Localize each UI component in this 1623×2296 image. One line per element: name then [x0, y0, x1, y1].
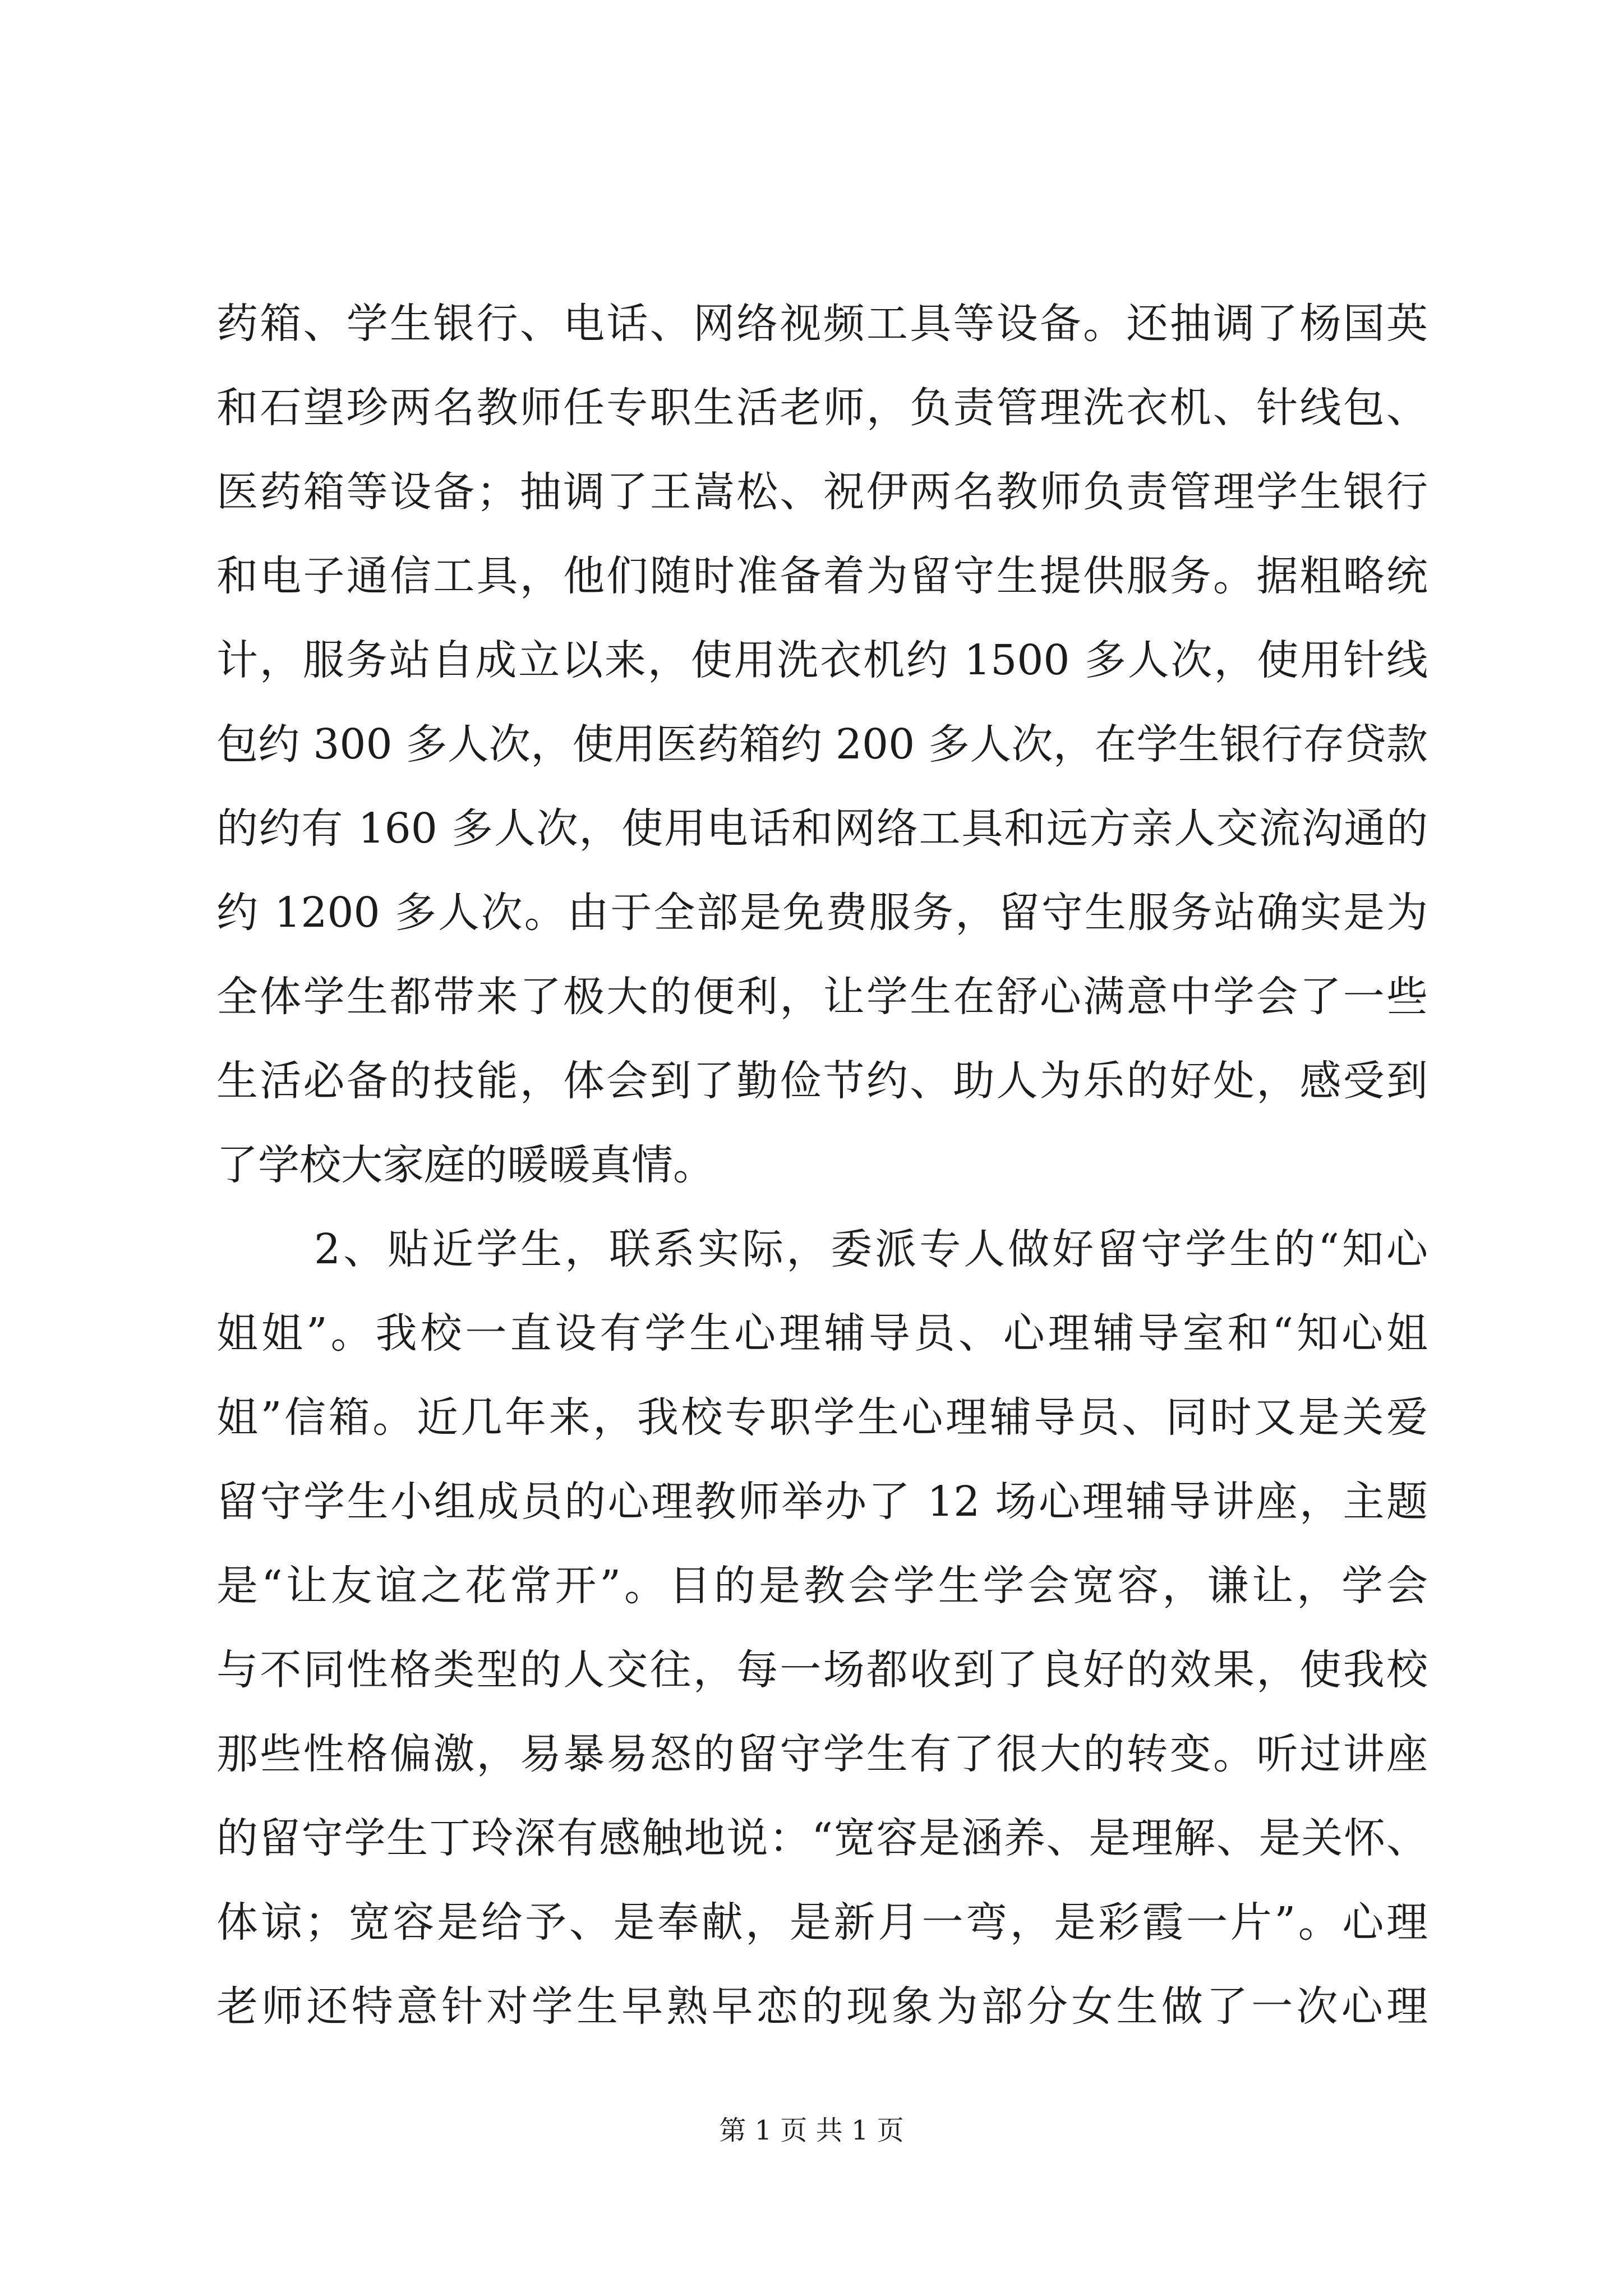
text-line: 体谅；宽容是给予、是奉献，是新月一弯，是彩霞一片”。心理: [216, 1898, 1428, 1947]
text-line: 约 1200 多人次。由于全部是免费服务，留守生服务站确实是为: [216, 889, 1428, 937]
paragraph-first-line: 2、贴近学生，联系实际，委派专人做好留守学生的“知心: [314, 1225, 1428, 1273]
text-line: 的留守学生丁玲深有感触地说：“宽容是涵养、是理解、是关怀、: [216, 1814, 1428, 1862]
text-line: 药箱、学生银行、电话、网络视频工具等设备。还抽调了杨国英: [216, 300, 1428, 348]
text-line: 全体学生都带来了极大的便利，让学生在舒心满意中学会了一些: [216, 973, 1428, 1021]
page-number-footer: 第 1 页 共 1 页: [719, 2115, 904, 2146]
text-line: 生活必备的技能，体会到了勤俭节约、助人为乐的好处，感受到: [216, 1057, 1428, 1105]
text-line: 老师还特意针对学生早熟早恋的现象为部分女生做了一次心理: [216, 1982, 1428, 2031]
text-line: 了学校大家庭的暖暖真情。: [216, 1141, 714, 1189]
text-line: 的约有 160 多人次，使用电话和网络工具和远方亲人交流沟通的: [216, 804, 1428, 853]
text-line: 计，服务站自成立以来，使用洗衣机约 1500 多人次，使用针线: [216, 636, 1428, 684]
text-line: 是“让友谊之花常开”。目的是教会学生学会宽容，谦让，学会: [216, 1562, 1428, 1610]
text-line: 和电子通信工具，他们随时准备着为留守生提供服务。据粗略统: [216, 552, 1428, 600]
text-line: 姐姐”。我校一直设有学生心理辅导员、心理辅导室和“知心姐: [216, 1309, 1428, 1358]
text-line: 姐”信箱。近几年来，我校专职学生心理辅导员、同时又是关爱: [216, 1393, 1428, 1442]
text-line: 医药箱等设备；抽调了王嵩松、祝伊两名教师负责管理学生银行: [216, 468, 1428, 516]
text-line: 留守学生小组成员的心理教师举办了 12 场心理辅导讲座，主题: [216, 1478, 1428, 1526]
text-line: 与不同性格类型的人交往，每一场都收到了良好的效果，使我校: [216, 1646, 1428, 1694]
text-line: 那些性格偏激，易暴易怒的留守学生有了很大的转变。听过讲座: [216, 1730, 1428, 1778]
text-line: 和石望珍两名教师任专职生活老师，负责管理洗衣机、针线包、: [216, 384, 1428, 432]
text-line: 包约 300 多人次，使用医药箱约 200 多人次，在学生银行存贷款: [216, 720, 1428, 769]
